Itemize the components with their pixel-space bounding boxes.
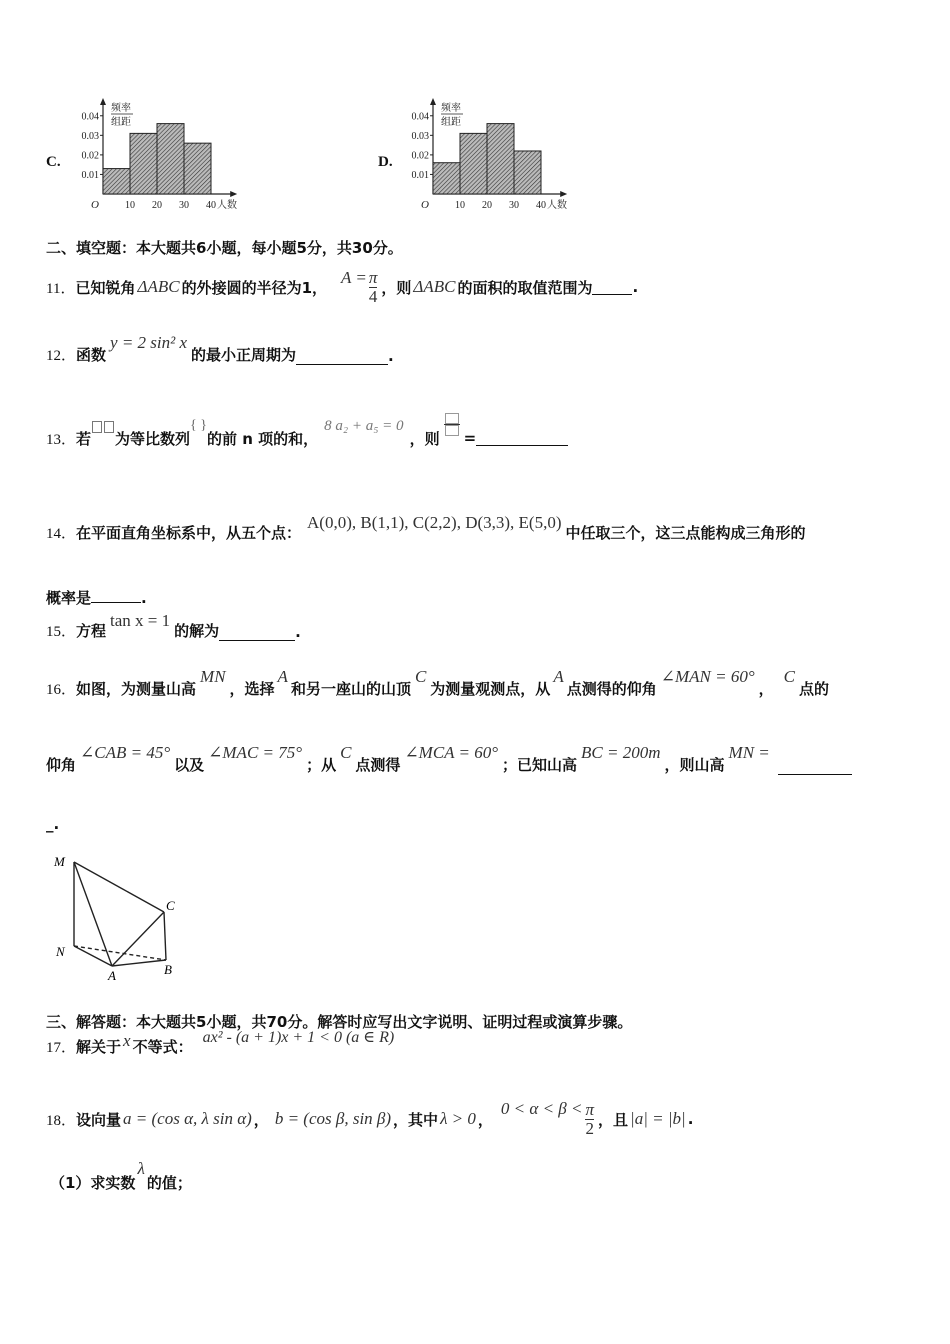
- q16-a: A: [277, 667, 288, 686]
- y-tick-label: 0.04: [411, 111, 429, 123]
- y-axis-arrow: [430, 98, 436, 105]
- x-tick-label: 10: [125, 200, 135, 211]
- q16-l2-text3: ；从: [306, 756, 337, 774]
- q18-text4: ，: [477, 1110, 493, 1129]
- question-13: [46, 410, 568, 466]
- y-tick-label: 0.02: [81, 150, 99, 162]
- q14-answer-blank[interactable]: [91, 588, 141, 603]
- q15-text2: 的解为: [174, 622, 220, 640]
- q11-text5: .: [632, 278, 639, 296]
- y-tick-label: 0.04: [81, 111, 99, 123]
- question-15: [46, 611, 301, 641]
- q16-mn2: MN =: [728, 743, 770, 762]
- q11-frac-num: π: [368, 267, 378, 287]
- question-16: [46, 667, 829, 699]
- q14-points: A(0,0), B(1,1), C(2,2), D(3,3), E(5,0): [307, 513, 562, 532]
- y-tick-label: 0.03: [411, 130, 429, 142]
- q16-text7: 点的: [798, 680, 829, 698]
- q16-text4: 为测量观测点，从: [430, 680, 551, 698]
- question-16-line2: [46, 743, 852, 775]
- figure-label-n: N: [56, 944, 65, 959]
- q18-lambda: λ > 0: [440, 1109, 476, 1128]
- y-label-bottom: 组距: [441, 117, 461, 128]
- q16-a2: A: [553, 667, 564, 686]
- q16-c2: C: [783, 667, 795, 686]
- histogram-bar: [130, 133, 157, 194]
- q18-1-lambda: λ: [137, 1159, 145, 1178]
- x-tick-label: 10: [455, 200, 465, 211]
- question-14-line2: [46, 587, 147, 608]
- q16-angle-cab: ∠CAB = 45°: [80, 743, 171, 762]
- q16-text2: ，选择: [229, 680, 275, 698]
- q11-frac-den: 4: [368, 286, 378, 306]
- q16-l2-text5: ；已知山高: [502, 756, 578, 774]
- q17-text1: 解关于: [76, 1038, 122, 1056]
- q17-inequality: ax² - (a + 1)x + 1 < 0 (a ∈ R): [202, 1029, 395, 1046]
- q13-text5: =: [463, 429, 477, 447]
- q15-math: tan x = 1: [110, 611, 171, 630]
- figure-label-a: A: [108, 968, 116, 983]
- q16-text6: ，: [758, 680, 774, 698]
- q18-number: 18．: [46, 1112, 77, 1129]
- q13-sequence: { }: [190, 418, 207, 433]
- q16-c3: C: [340, 743, 352, 762]
- q16-bc: BC = 200m: [581, 743, 661, 762]
- question-18: [46, 1096, 693, 1142]
- q17-number: 17．: [46, 1040, 77, 1056]
- figure-label-c: C: [166, 898, 175, 913]
- section2-heading: 二、填空题：本大题共6小题，每小题5分，共30分。: [46, 239, 403, 257]
- y-label-top: 频率: [111, 103, 131, 114]
- q13-text1: 若: [76, 429, 92, 448]
- figure-label-m: M: [54, 854, 65, 869]
- q18-text1: 设向量: [76, 1110, 122, 1129]
- histogram-bar: [184, 143, 211, 194]
- histogram-bar: [460, 133, 487, 194]
- q17-x: x: [123, 1031, 131, 1050]
- q18-vector-b: b = (cos β, sin β): [274, 1109, 392, 1128]
- q13-ratio: [444, 413, 460, 436]
- q11-a-lhs: A =: [341, 268, 367, 287]
- y-tick-label: 0.02: [411, 150, 429, 162]
- histogram-bar: [103, 169, 130, 194]
- x-axis-arrow: [560, 191, 567, 197]
- q18-text6: .: [687, 1110, 694, 1128]
- q16-answer-blank[interactable]: [778, 760, 852, 775]
- q18-frac-pi: π: [585, 1099, 595, 1119]
- histogram-bar: [514, 151, 541, 194]
- x-axis-label: 人数: [217, 200, 237, 211]
- question-18-part1: [50, 1159, 192, 1193]
- option-c-label: C.: [46, 154, 61, 170]
- q16-l2-text1: 仰角: [46, 756, 77, 774]
- q18-text2: ，: [253, 1110, 269, 1129]
- question-14: [46, 513, 806, 543]
- histogram-bar: [487, 124, 514, 194]
- y-label-bottom: 组距: [111, 117, 131, 128]
- origin-label: O: [421, 199, 429, 211]
- q16-l2-text6: ，则山高: [664, 756, 725, 774]
- q15-number: 15．: [46, 624, 77, 640]
- q15-answer-blank[interactable]: [219, 626, 295, 641]
- x-tick-label: 30: [179, 200, 189, 211]
- q14-text4: .: [141, 589, 147, 607]
- x-tick-label: 20: [482, 200, 492, 211]
- x-axis-label: 人数: [547, 200, 567, 211]
- x-tick-label: 40: [536, 200, 546, 211]
- q12-text1: 函数: [76, 346, 107, 364]
- q11-answer-blank[interactable]: [592, 280, 632, 295]
- q18-abs-equal: |a| = |b|: [630, 1109, 686, 1128]
- q11-text2: 的外接圆的半径为1，: [181, 278, 328, 297]
- q13-number: 13．: [46, 431, 77, 448]
- q16-text3: 和另一座山的山顶: [290, 680, 411, 698]
- q13-text2: 为等比数列: [115, 429, 191, 448]
- question-11: [46, 262, 638, 312]
- q18-text5: ，且: [598, 1110, 629, 1129]
- figure-label-b: B: [164, 962, 172, 977]
- x-tick-label: 40: [206, 200, 216, 211]
- q18-angle-condition: 0 < α < β <: [500, 1099, 583, 1118]
- origin-label: O: [91, 199, 99, 211]
- q16-text5: 点测得的仰角: [566, 680, 657, 698]
- q18-1-text1: （1）求实数: [50, 1174, 136, 1192]
- q16-mn: MN: [200, 667, 226, 686]
- q16-text1: 如图，为测量山高: [76, 680, 197, 698]
- q16-angle-mca: ∠MCA = 60°: [404, 743, 499, 762]
- q12-text2: 的最小正周期为: [191, 346, 297, 364]
- option-d-label: D.: [378, 154, 393, 170]
- q14-text3: 概率是: [46, 589, 92, 607]
- q16-l2-text4: 点测得: [355, 756, 401, 774]
- q18-1-text2: 的值；: [146, 1174, 192, 1192]
- mountain-figure: [46, 848, 186, 984]
- q12-text3: .: [388, 347, 394, 365]
- y-label-top: 频率: [441, 103, 461, 114]
- q16-line3: _.: [46, 815, 60, 833]
- q18-frac-two: 2: [585, 1118, 594, 1138]
- q11-text4: 的面积的取值范围为: [457, 278, 593, 297]
- q12-number: 12．: [46, 348, 77, 364]
- q16-number: 16．: [46, 682, 77, 698]
- q11-number: 11．: [46, 280, 76, 297]
- q16-angle-mac: ∠MAC = 75°: [208, 743, 303, 762]
- question-17: [46, 1029, 395, 1057]
- x-axis-arrow: [230, 191, 237, 197]
- q11-triangle2: ΔABC: [413, 277, 456, 296]
- q16-c: C: [414, 667, 427, 686]
- q14-number: 14．: [46, 526, 77, 542]
- q16-l2-text2: 以及: [174, 756, 205, 774]
- x-tick-label: 20: [152, 200, 162, 211]
- q13-sn-placeholder: [91, 417, 115, 436]
- q12-answer-blank[interactable]: [296, 350, 388, 365]
- q11-triangle: ΔABC: [137, 277, 180, 296]
- q14-text1: 在平面直角坐标系中，从五个点：: [76, 524, 302, 542]
- q18-text3: ，其中: [393, 1110, 439, 1129]
- q18-vector-a: a = (cos α, λ sin α): [123, 1109, 252, 1128]
- q15-text1: 方程: [76, 622, 107, 640]
- histogram-bar: [157, 124, 184, 194]
- q11-text3: ，则: [381, 278, 412, 297]
- q11-text1: 已知锐角: [75, 278, 136, 297]
- q12-math: y = 2 sin² x: [110, 333, 188, 352]
- y-tick-label: 0.01: [411, 169, 429, 181]
- histogram-c: [70, 96, 260, 218]
- q16-angle-man: ∠MAN = 60°: [660, 667, 755, 686]
- q13-text3: 的前 n 项的和，: [207, 429, 319, 448]
- y-tick-label: 0.03: [81, 130, 99, 142]
- q13-equation: 8 a₂ + a₅ = 0: [324, 417, 404, 434]
- q13-answer-blank[interactable]: [476, 431, 568, 446]
- y-tick-label: 0.01: [81, 169, 99, 181]
- histogram-d: [400, 96, 590, 218]
- section3-heading: 三、解答题：本大题共5小题，共70分。解答时应写出文字说明、证明过程或演算步骤。: [46, 1013, 633, 1031]
- q14-text2: 中任取三个，这三点能构成三角形的: [565, 524, 806, 542]
- histogram-bar: [433, 163, 460, 194]
- q17-text2: 不等式：: [132, 1038, 193, 1056]
- q13-text4: ，则: [409, 429, 440, 448]
- x-tick-label: 30: [509, 200, 519, 211]
- question-12: [46, 333, 394, 365]
- q15-text3: .: [295, 623, 301, 641]
- y-axis-arrow: [100, 98, 106, 105]
